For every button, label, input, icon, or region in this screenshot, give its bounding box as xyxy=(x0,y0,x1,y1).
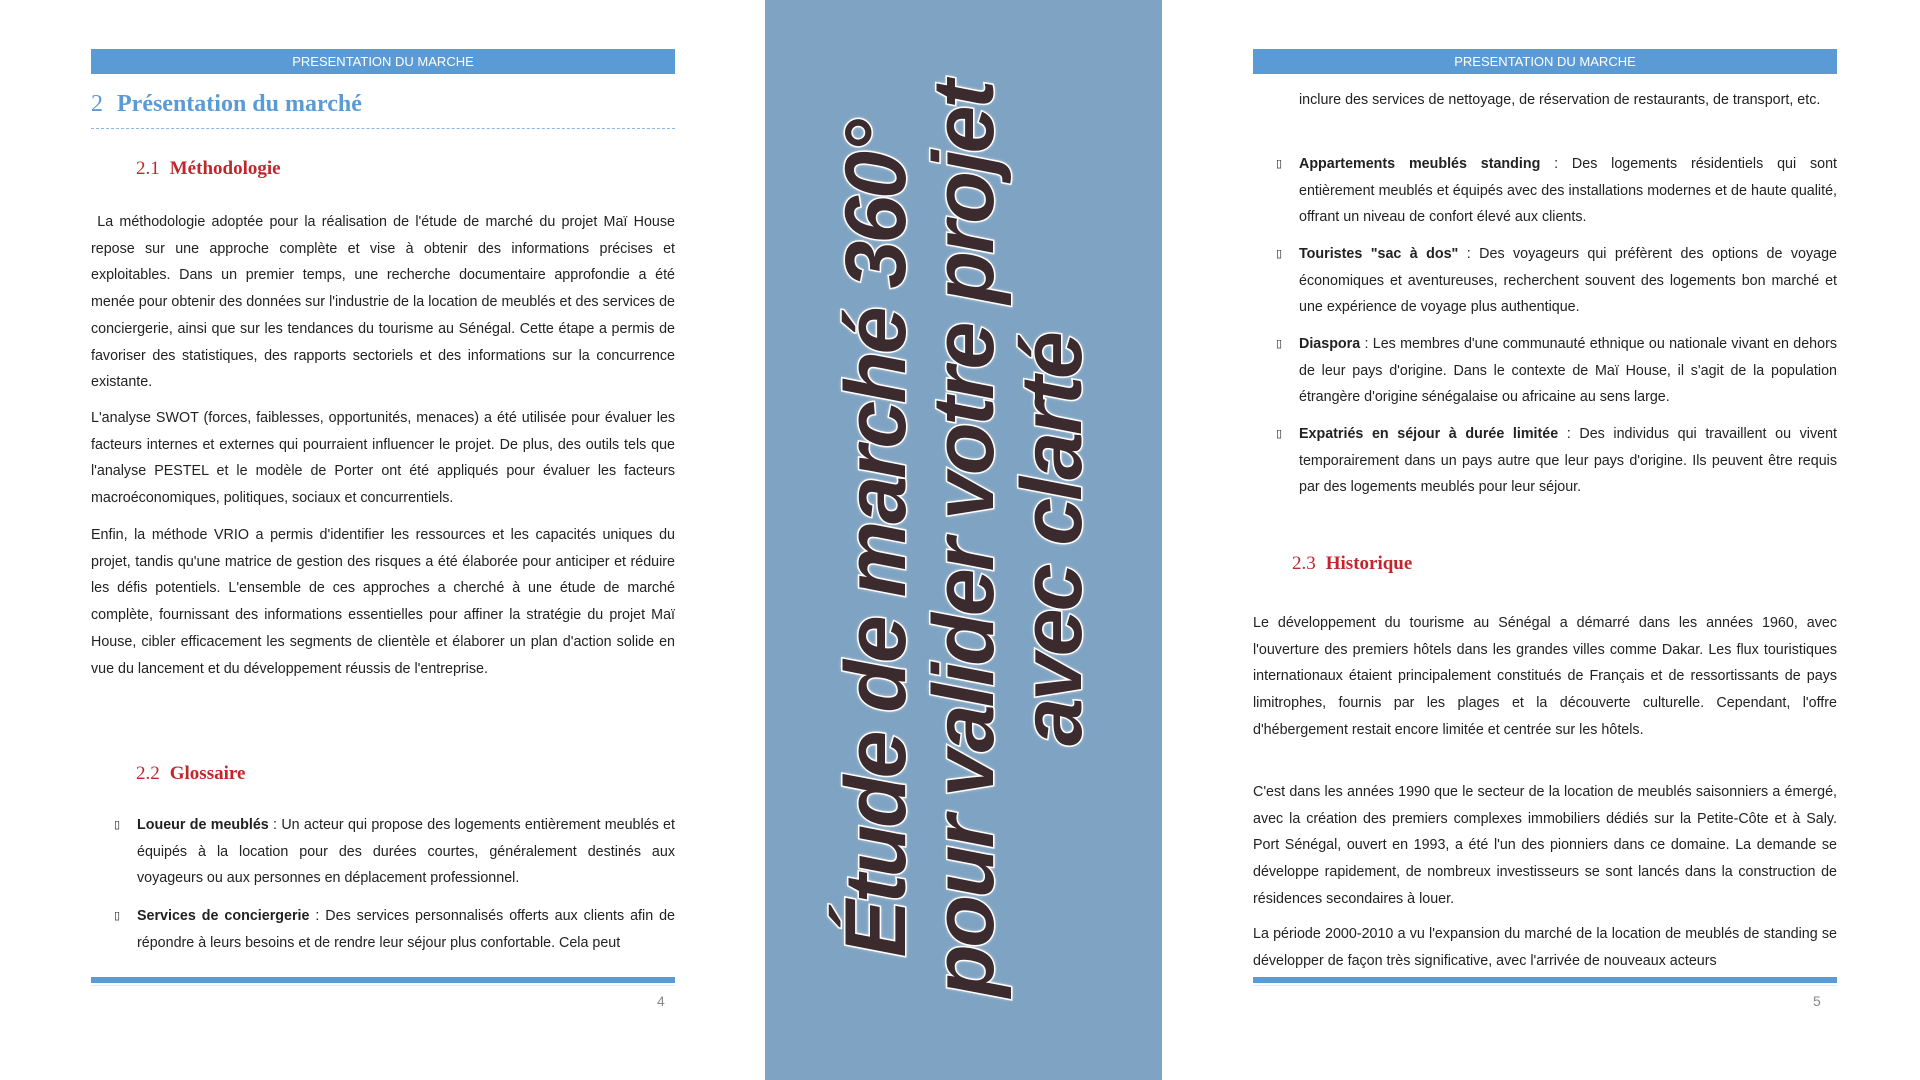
banner-line: Étude de marché 360° xyxy=(827,122,924,958)
bullet-square-icon: ▯ xyxy=(1276,428,1283,440)
subsection-title: Glossaire xyxy=(169,763,246,784)
subsection-title: Méthodologie xyxy=(169,158,281,179)
glossary-term: Expatriés en séjour à durée limitée xyxy=(1299,426,1559,442)
glossary-continued-text: inclure des services de nettoyage, de réservation de restaurants, de transport, etc. xyxy=(1299,92,1821,108)
footer-rule xyxy=(91,977,675,983)
right-page xyxy=(1162,0,1920,1080)
section-title: Présentation du marché xyxy=(117,91,362,117)
subsection-number: 2.3 xyxy=(1292,553,1316,574)
page-header: PRESENTATION DU MARCHE xyxy=(1253,49,1837,74)
paragraph-methodologie-3: Enfin, la méthode VRIO a permis d'identifier les ressources et les capacités uniques du projet, tandis qu'une matrice de gestion des risques a été élaborée pour anticiper et réduire les défis potentiels. L'ensemble de ces approches a cherché à une étude de marché complète, fournissant des informations essentielles pour affiner la stratégie du projet Maï House, cibler efficacement les segments de clientèle et élaborer un plan d'action solide en vue du lancement et du développement réussis de l'entreprise. xyxy=(91,527,675,677)
bullet-square-icon: ▯ xyxy=(1276,338,1283,350)
glossary-item xyxy=(1276,241,1837,321)
left-page xyxy=(0,0,765,1080)
subsection-number: 2.2 xyxy=(136,763,160,784)
banner-headline xyxy=(827,40,1100,1040)
glossary-definition: : Des services personnalisés offerts aux clients afin de répondre à leurs besoins et de rendre leur séjour plus confortable. Cela peut xyxy=(137,908,676,951)
subsection-number: 2.1 xyxy=(136,158,160,179)
paragraph-historique-1: Le développement du tourisme au Sénégal a démarré dans les années 1960, avec l'ouverture des premiers hôtels dans les grandes villes comme Dakar. Les flux touristiques internationaux étaient principalement constitués de Français et de ressortissants de pays limitrophes, fournis par les plages et la découverte culturelle. Cependant, l'offre d'hébergement restait encore limitée et centrée sur les hôtels. xyxy=(1253,615,1837,738)
glossary-term: Touristes "sac à dos" xyxy=(1299,246,1459,262)
bullet-square-icon: ▯ xyxy=(114,819,121,831)
glossary-item xyxy=(1276,421,1837,501)
glossary-item xyxy=(1276,331,1837,411)
glossary-term: Services de conciergerie xyxy=(137,908,310,924)
paragraph-historique-2: C'est dans les années 1990 que le secteur de la location de meublés saisonniers a émergé, avec la création des premiers complexes immobiliers dédiés sur la Petite-Côte et à Saly. Port Sénégal, ouvert en 1993, a été l'un des pionniers dans ce domaine. La demande se développe rapidement, de nombreux investisseurs se sont lancés dans la construction de résidences secondaires à louer. xyxy=(1253,784,1837,907)
footer-rule-thin xyxy=(1253,985,1837,986)
footer-rule-thin xyxy=(91,985,675,986)
subsection-heading-methodologie xyxy=(136,158,281,180)
glossary-term: Loueur de meublés xyxy=(137,817,269,833)
glossary-item xyxy=(1276,151,1837,231)
glossary-definition: : Un acteur qui propose des logements entièrement meublés et équipés à la location pour des durées courtes, généralement destinés aux voyageurs ou aux personnes en déplacement professionnel. xyxy=(137,817,675,887)
page-header: PRESENTATION DU MARCHE xyxy=(91,49,675,74)
glossary-definition: : Les membres d'une communauté ethnique ou nationale vivant en dehors de leur pays d'origine. Dans le contexte de Maï House, il s'agit de la population étrangère d'origine sénégalaise ou africaine au sens large. xyxy=(1299,336,1837,406)
promo-banner xyxy=(765,0,1162,1080)
footer-rule xyxy=(1253,977,1837,983)
subsection-heading-glossaire xyxy=(136,763,245,785)
bullet-square-icon: ▯ xyxy=(114,910,121,922)
glossary-item xyxy=(114,903,676,956)
banner-line: pour valider votre projet xyxy=(915,82,1012,998)
bullet-square-icon: ▯ xyxy=(1276,248,1283,260)
paragraph-methodologie-1: La méthodologie adoptée pour la réalisation de l'étude de marché du projet Maï House repose sur une approche complète et vise à obtenir des informations précises et exploitables. Dans un premier temps, une recherche documentaire approfondie a été menée pour obtenir des données sur l'industrie de la location de meublés et des services de conciergerie, ainsi que sur les tendances du tourisme au Sénégal. Cette étape a permis de favoriser des statistiques, des rapports sectoriels et des informations sur la concurrence existante. xyxy=(91,214,679,391)
glossary-term: Appartements meublés standing xyxy=(1299,156,1541,172)
page-number: 5 xyxy=(1813,993,1821,1009)
section-heading xyxy=(91,91,675,129)
glossary-item xyxy=(114,812,675,892)
glossary-definition: : Des voyageurs qui préfèrent des options de voyage économiques et aventureuses, recherchent souvent des logements bon marché et une expérience de voyage plus authentique. xyxy=(1299,246,1837,316)
banner-line: avec clarté xyxy=(1003,334,1100,746)
glossary-term: Diaspora xyxy=(1299,336,1361,352)
page-number: 4 xyxy=(657,993,665,1009)
bullet-square-icon: ▯ xyxy=(1276,158,1283,170)
subsection-heading-historique xyxy=(1292,553,1412,575)
paragraph-methodologie-2: L'analyse SWOT (forces, faiblesses, opportunités, menaces) a été utilisée pour évaluer les facteurs internes et externes qui pourraient influencer le projet. De plus, des outils tels que l'analyse PESTEL et le modèle de Porter ont été appliqués pour évaluer les facteurs macroéconomiques, politiques, sociaux et concurrentiels. xyxy=(91,410,675,507)
section-number: 2 xyxy=(91,91,103,117)
glossary-definition: : Des individus qui travaillent ou vivent temporairement dans un pays autre que leur pays d'origine. Ils peuvent être requis par des logements meublés pour leur séjour. xyxy=(1299,426,1837,496)
paragraph-historique-3: La période 2000-2010 a vu l'expansion du marché de la location de meublés de standing se développer de façon très significative, avec l'arrivée de nouveaux acteurs xyxy=(1253,926,1837,969)
glossary-definition: : Des logements résidentiels qui sont entièrement meublés et équipés avec des installations modernes et de haute qualité, offrant un niveau de confort élevé aux clients. xyxy=(1299,156,1837,226)
subsection-title: Historique xyxy=(1325,553,1413,574)
